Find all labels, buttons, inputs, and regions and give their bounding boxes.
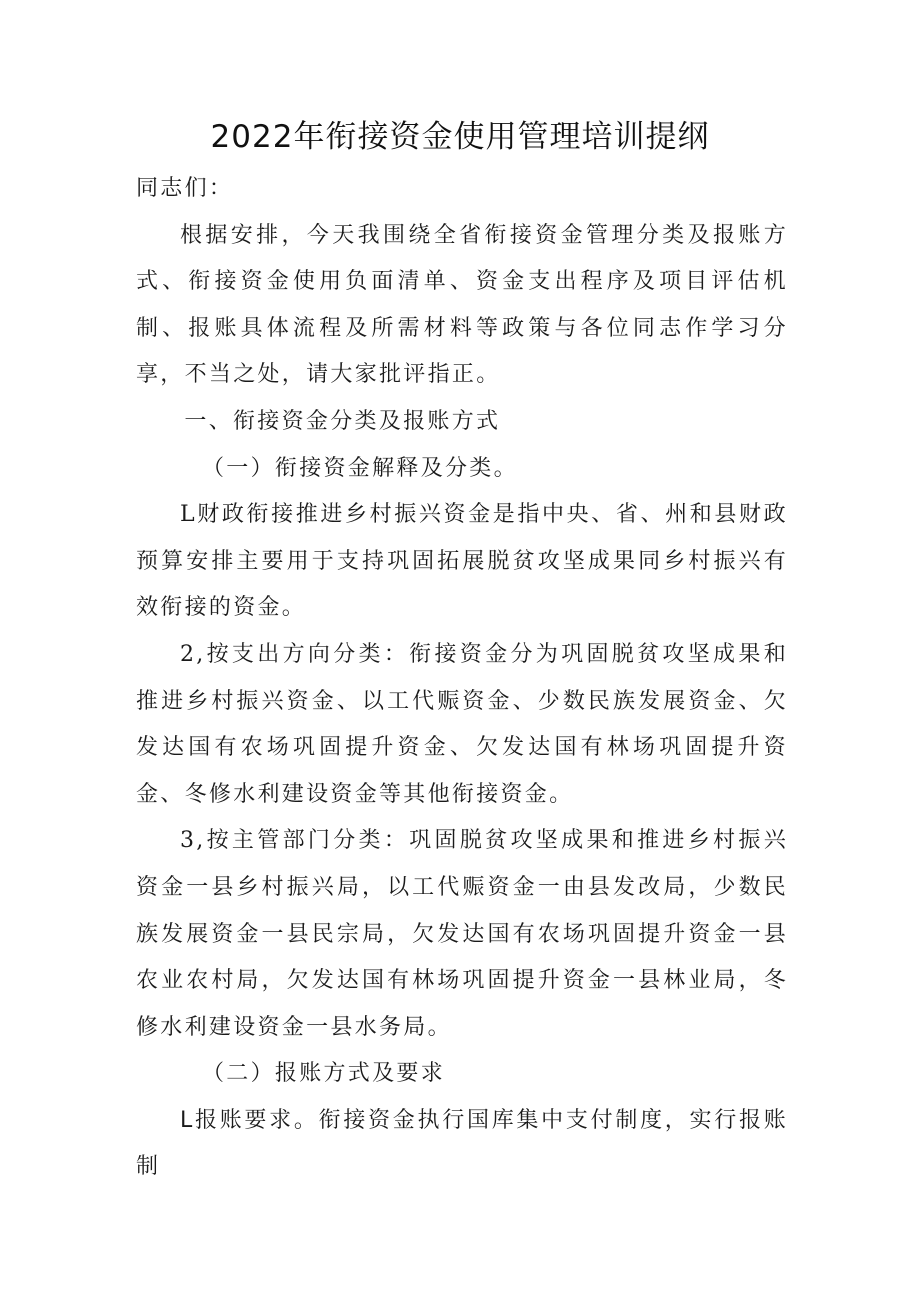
paragraph-item-3: 3,按主管部门分类：巩固脱贫攻坚成果和推进乡村振兴资金一县乡村振兴局，以工代赈资金一由县发改局，少数民族发展资金一县民宗局，欠发达国有农场巩固提升资金一县农业农村局，欠发达国有林场巩固提升资金一县林业局，冬修水利建设资金一县水务局。 (136, 828, 788, 1040)
paragraph-item-1: L财政衔接推进乡村振兴资金是指中央、省、州和县财政预算安排主要用于支持巩固拓展脱贫攻坚成果同乡村振兴有效衔接的资金。 (136, 502, 788, 621)
item-4-rest: 衔接资金执行国库集中支付制度，实行报账制 (136, 1107, 789, 1180)
paragraph-item-4 (136, 1098, 788, 1191)
item-4-lead: L报账要求。 (180, 1107, 319, 1133)
section-heading-1: 一、衔接资金分类及报账方式 (184, 408, 501, 434)
subsection-heading-1: （一）衔接资金解释及分类。 (202, 455, 518, 481)
document-title: 2022年衔接资金使用管理培训提纲 (210, 119, 710, 155)
paragraph-item-2: 2,按支出方向分类：衔接资金分为巩固脱贫攻坚成果和推进乡村振兴资金、以工代赈资金、少数民族发展资金、欠发达国有农场巩固提升资金、欠发达国有林场巩固提升资金、冬修水利建设资金等其他衔接资金。 (136, 641, 788, 807)
paragraph-intro: 根据安排，今天我围绕全省衔接资金管理分类及报账方式、衔接资金使用负面清单、资金支出程序及项目评估机制、报账具体流程及所需材料等政策与各位同志作学习分享，不当之处，请大家批评指正。 (136, 222, 788, 388)
document-body (136, 166, 788, 1191)
subsection-heading-2: （二）报账方式及要求 (202, 1061, 446, 1087)
salutation: 同志们： (136, 176, 234, 201)
